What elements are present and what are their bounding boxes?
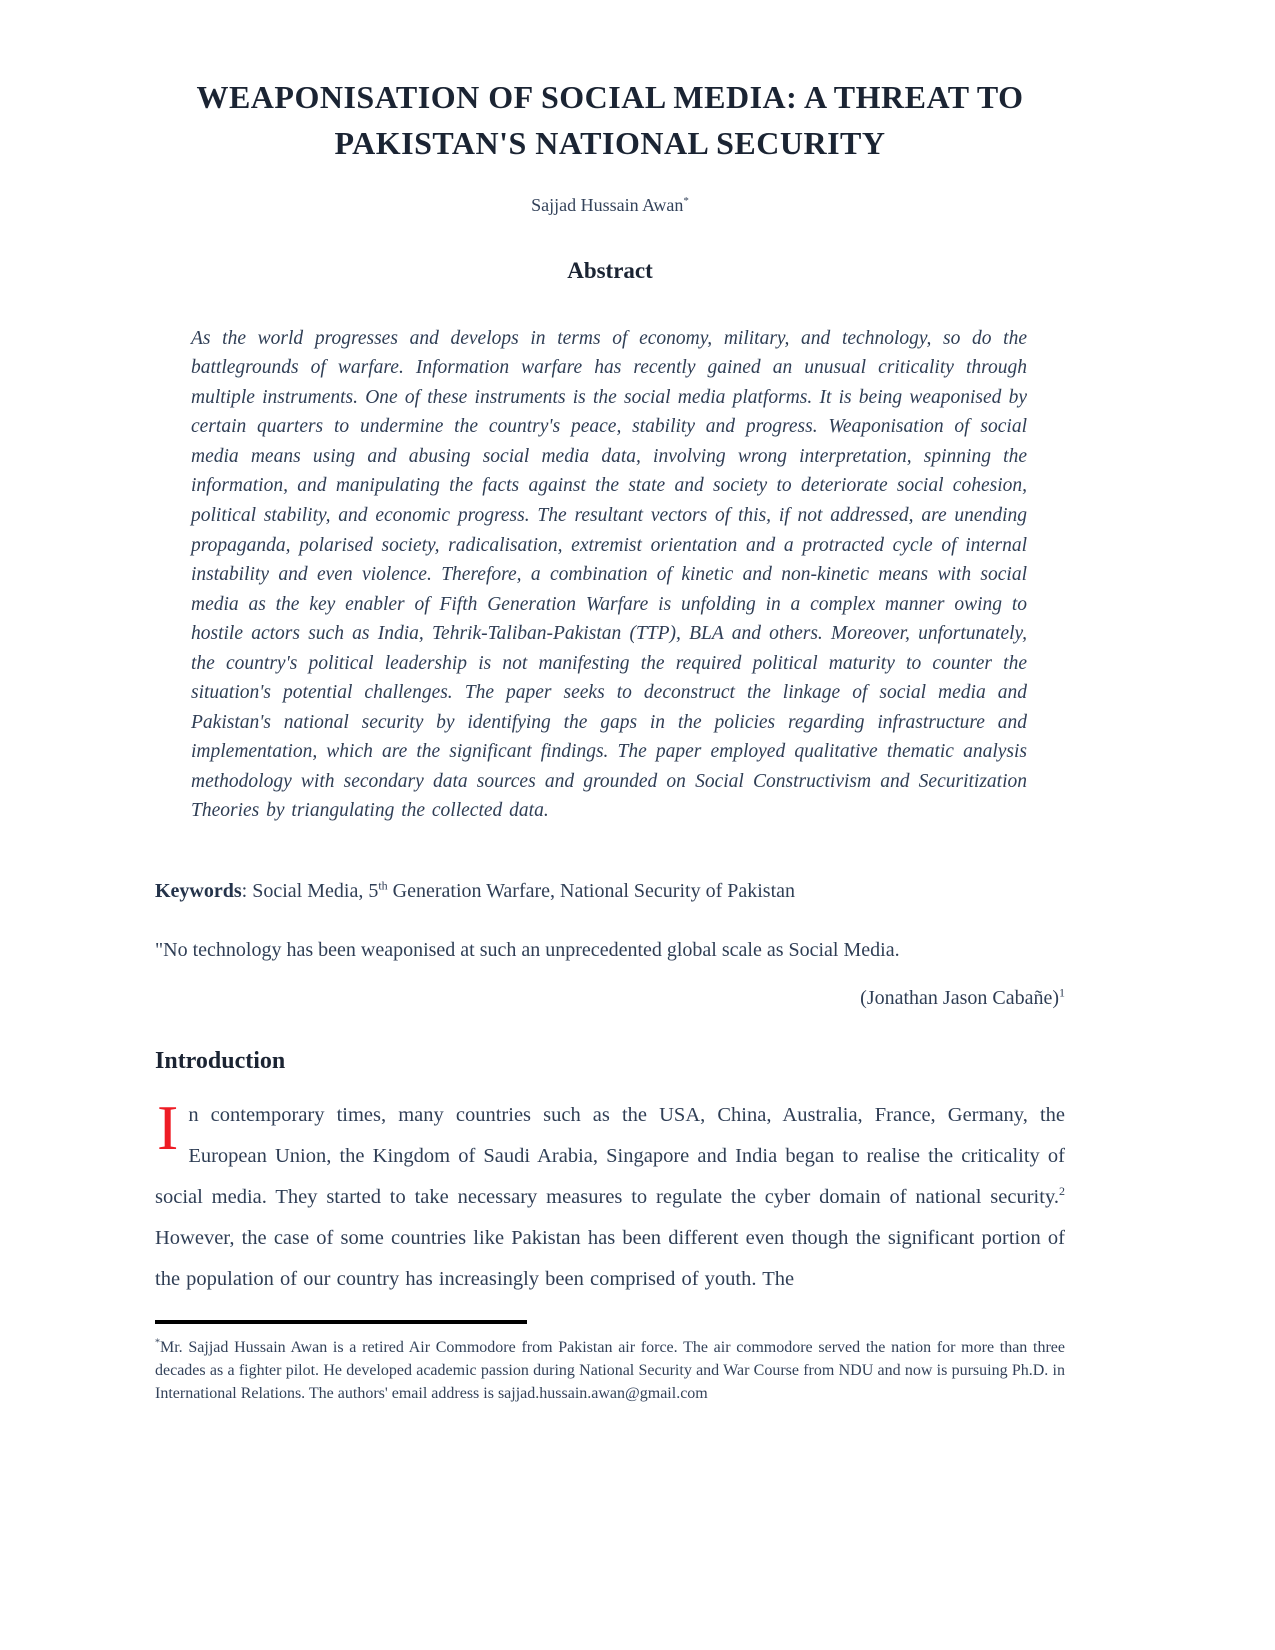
attribution-text: (Jonathan Jason Cabañe) — [860, 986, 1059, 1009]
page-title: WEAPONISATION OF SOCIAL MEDIA: A THREAT TO PAKISTAN'S NATIONAL SECURITY — [196, 79, 1024, 162]
keywords-superscript: th — [378, 878, 388, 893]
footnote-body: Mr. Sajjad Hussain Awan is a retired Air Commodore from Pakistan air force. The air commodore served the nation for more than three decades as a fighter pilot. He developed academic passion during National Security and War Course from NDU and now is pursuing Ph.D. in International Relations. The authors' email address is sajjad.hussain.awan@gmail.com — [155, 1339, 1065, 1403]
abstract-heading: Abstract — [567, 257, 653, 283]
introduction-heading: Introduction — [155, 1047, 286, 1074]
footnote-marker: * — [155, 1337, 160, 1349]
footnote-divider — [155, 1320, 527, 1324]
introduction-paragraph — [155, 1091, 1065, 1300]
keywords-label: Keywords — [155, 879, 242, 902]
keywords-text-start: Social Media, 5 — [252, 879, 379, 902]
epigraph-quote: "No technology has been weaponised at such an unprecedented global scale as Social Media. — [155, 938, 900, 961]
keywords-text-end: Generation Warfare, National Security of Pakistan — [387, 879, 795, 902]
introduction-text-end: However, the case of some countries like Pakistan has been different even though the significant portion of the population of our country has increasingly been comprised of youth. The — [155, 1226, 1065, 1290]
keywords-separator: : — [241, 879, 253, 902]
footnote-text — [155, 1336, 1065, 1405]
author-name: Sajjad Hussain Awan — [531, 194, 684, 215]
abstract-text: As the world progresses and develops in terms of economy, military, and technology, so do the battlegrounds of warfare. Information warfare has recently gained an unusual criticality through multiple instruments. One of these instruments is the social media platforms. It is being weaponised by certain quarters to undermine the country's peace, stability and progress. Weaponisation of social media means using and abusing social media data, involving wrong interpretation, spinning the information, and manipulating the facts against the state and society to deteriorate social cohesion, political stability, and economic progress. The resultant vectors of this, if not addressed, are unending propaganda, polarised society, radicalisation, extremist orientation and a protracted cycle of internal instability and even violence. Therefore, a combination of kinetic and non-kinetic means with social media as the key enabler of Fifth Generation Warfare is unfolding in a complex manner owing to hostile actors such as India, Tehrik-Taliban-Pakistan (TTP), BLA and others. Moreover, unfortunately, the country's political leadership is not manifesting the required political maturity to counter the situation's potential challenges. The paper seeks to deconstruct the linkage of social media and Pakistan's national security by identifying the gaps in the policies regarding infrastructure and implementation, which are the significant findings. The paper employed qualitative thematic analysis methodology with secondary data sources and grounded on Social Constructivism and Securitization Theories by triangulating the collected data. — [191, 327, 1027, 822]
author-line — [155, 195, 1065, 216]
epigraph-attribution — [155, 987, 1065, 1010]
keywords-line — [155, 880, 1065, 903]
introduction-footnote-marker: 2 — [1059, 1183, 1065, 1198]
attribution-footnote-marker: 1 — [1059, 985, 1065, 1000]
dropcap-letter: I — [157, 1091, 179, 1163]
author-footnote-marker: * — [683, 194, 689, 207]
introduction-text-start: n contemporary times, many countries such as the USA, China, Australia, France, Germany, the European Union, the Kingdom of Saudi Arabia, Singapore and India began to realise the criticality of social media. They started to take necessary measures to regulate the cyber domain of national security. — [155, 1103, 1065, 1208]
